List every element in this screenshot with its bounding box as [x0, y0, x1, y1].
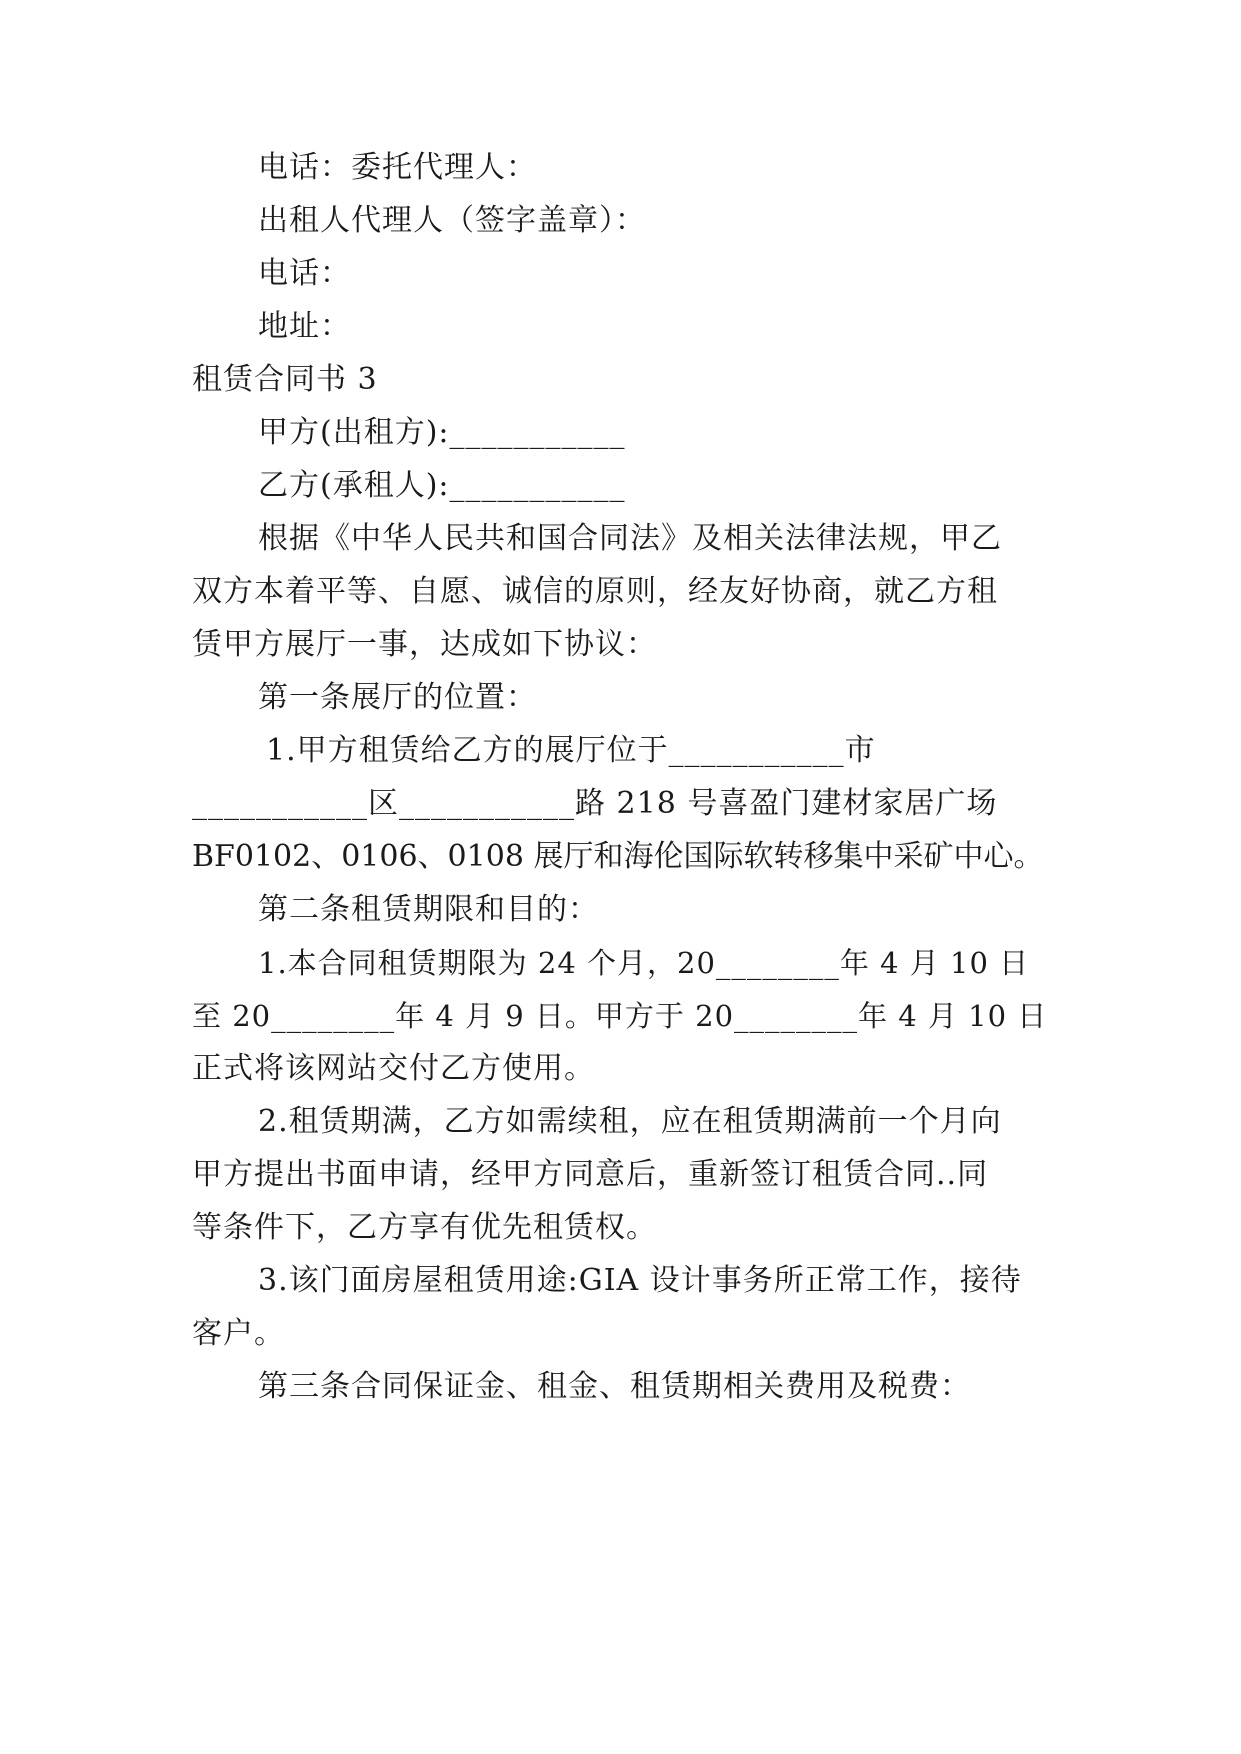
address-line: 地址：	[258, 309, 351, 344]
paragraph-line: 甲方提出书面申请，经甲方同意后，重新签订租赁合同..同	[192, 1157, 989, 1192]
paragraph-line: BF0102、0106、0108 展厅和海伦国际软转移集中采矿中心。	[192, 839, 1044, 874]
paragraph-line: 正式将该网站交付乙方使用。	[192, 1051, 595, 1086]
paragraph-line: 3.该门面房屋租赁用途:GIA 设计事务所正常工作，接待	[258, 1263, 1022, 1298]
phone-line: 电话：	[258, 256, 351, 291]
paragraph-line: 根据《中华人民共和国合同法》及相关法律法规，甲乙	[258, 521, 1002, 556]
paragraph-line: ___________区___________路 218 号喜盈门建材家居广场	[192, 786, 998, 821]
phone-agent-line: 电话：委托代理人：	[258, 150, 537, 185]
paragraph-line: 1.本合同租赁期限为 24 个月，20________年 4 月 10 日	[258, 946, 1030, 980]
paragraph-line: 客户。	[192, 1316, 285, 1351]
article-heading: 第三条合同保证金、租金、租赁期相关费用及税费：	[258, 1369, 971, 1404]
lessor-agent-signature-line: 出租人代理人（签字盖章）：	[258, 203, 646, 238]
article-heading: 第一条展厅的位置：	[258, 680, 537, 715]
paragraph-line: 2.租赁期满，乙方如需续租，应在租赁期满前一个月向	[258, 1104, 1002, 1139]
party-a-line: 甲方(出租方):___________	[258, 415, 626, 450]
article-heading: 第二条租赁期限和目的：	[258, 892, 599, 927]
paragraph-line: 等条件下，乙方享有优先租赁权。	[192, 1210, 657, 1245]
party-b-line: 乙方(承租人):___________	[258, 468, 626, 503]
paragraph-line: 至 20________年 4 月 9 日。甲方于 20________年 4 月 10 日	[192, 999, 1048, 1033]
section-heading: 租赁合同书 3	[192, 362, 378, 397]
paragraph-line: 双方本着平等、自愿、诚信的原则，经友好协商，就乙方租	[192, 574, 998, 609]
paragraph-line: 赁甲方展厅一事，达成如下协议：	[192, 627, 657, 662]
paragraph-line: 1.甲方租赁给乙方的展厅位于___________市	[266, 733, 876, 768]
